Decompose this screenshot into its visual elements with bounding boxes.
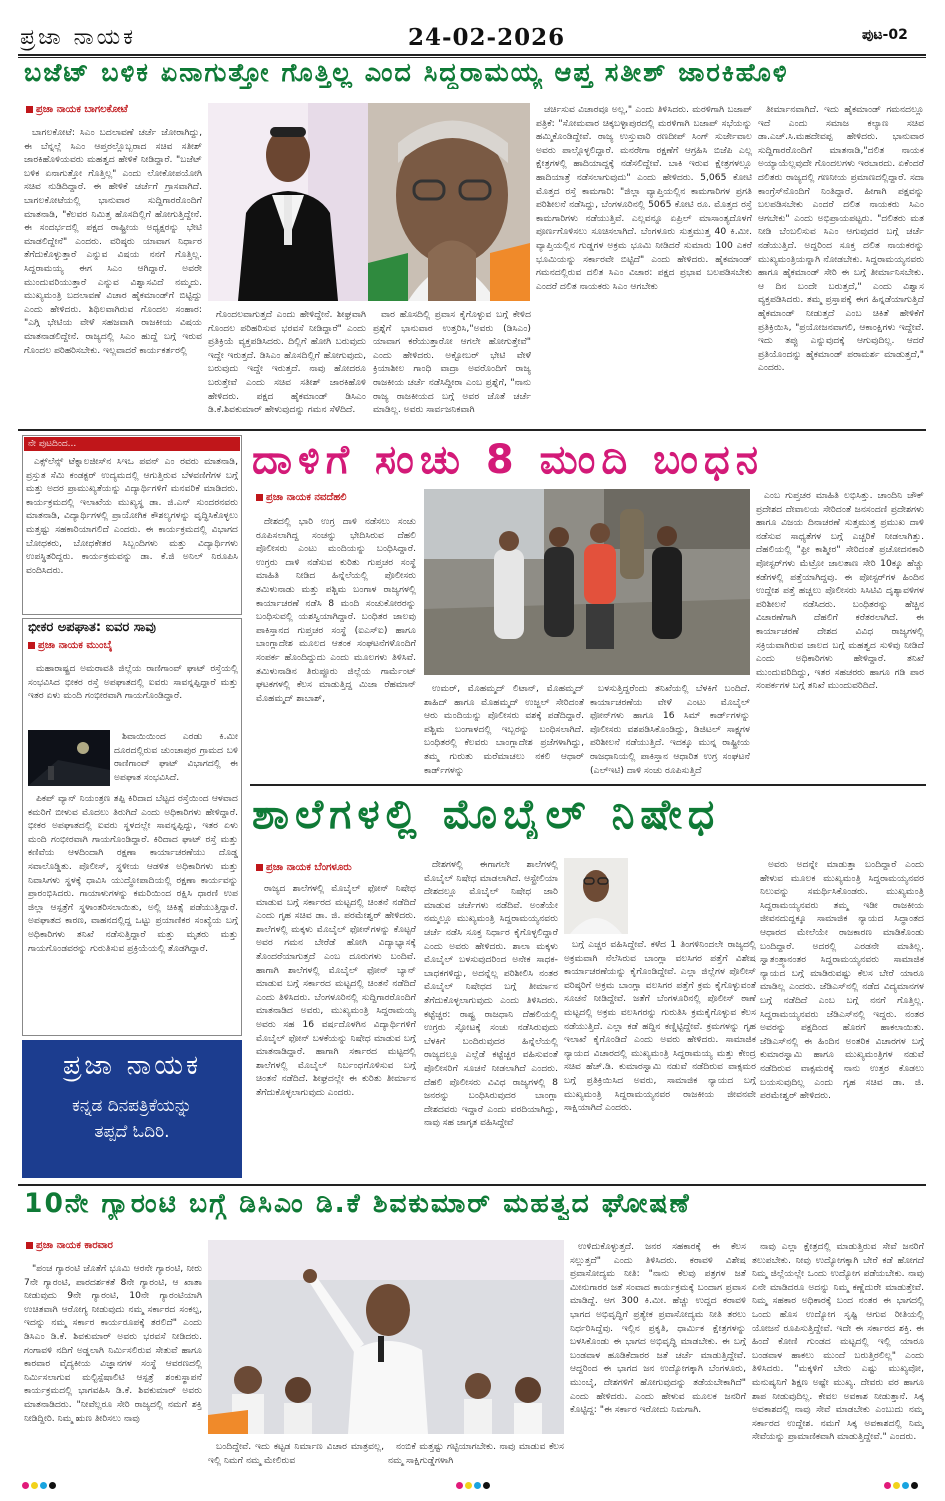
section-rule-1 xyxy=(18,429,926,431)
byline-marker-icon xyxy=(28,642,35,649)
article4-column-5 xyxy=(752,1240,924,1474)
article4-col4-text: ಉಳಿದುಕೊಳ್ಳುತ್ತದೆ. ಜನರ ಸಹಕಾರಕ್ಕೆ ಈ ಕೆಲಸ ಸಲ್ಲುತ್ತದೆ" ಎಂದು ತಿಳಿಸಿದರು. ಕರಾವಳಿ ವಿಶೇಷ ಪ್ರವಾಸೋದ್ಯಮ ನೀತಿ: "ನಾನು ಕೆಲವು ಪತ್ರಗಳ ಜತೆ ಮೀನುಗಾರರ ಜತೆ ಸಂವಾದ ಕಾರ್ಯಕ್ರಮಕ್ಕೆ ಬಂದಾಗ ಪ್ರವಾಸ ಮಾಡಿದ್ದೆ. ಆಗ 300 ಕಿ.ಮೀ. ಹೆಚ್ಚು ಉದ್ದದ ಕರಾವಳಿ ಭಾಗದ ಅಭಿವೃದ್ಧಿಗೆ ಪ್ರತ್ಯೇಕ ಪ್ರವಾಸೋದ್ಯಮ ನೀತಿ ತರಲು ನಿರ್ಧರಿಸಿದ್ದೆವು. ಇಲ್ಲಿನ ಪ್ರಕೃತಿ, ಧಾರ್ಮಿಕ ಕ್ಷೇತ್ರಗಳನ್ನು ಬಳಸಿಕೊಂಡು ಈ ಭಾಗದ ಅಭಿವೃದ್ಧಿ ಮಾಡಬೇಕು. ಈ ಬಗ್ಗೆ ಬಂಡವಾಳ ಹೂಡಿಕೆದಾರರ ಜತೆ ಚರ್ಚೆ ಮಾಡುತ್ತಿದ್ದೇವೆ. ಆದ್ದರಿಂದ ಈ ಭಾಗದ ಜನ ಉದ್ಯೋಗಕ್ಕಾಗಿ ಬೆಂಗಳೂರು, ಮುಂಬೈ, ದೇಶಗಳಿಗೆ ಹೋಗುವುದನ್ನು ತಡೆಯಬೇಕಾಗಿದೆ" ಎಂದು ಹೇಳಿದರು. ಎಂದು ಹೇಳುವ ಮೂಲಕ ಜನರಿಗೆ ಕೊಟ್ಟಿದ್ದ: "ಈ ಸರ್ಕಾರ ಇರೋದು ನಿಮಗಾಗಿ. xyxy=(570,1241,746,1416)
yellow-dot-icon xyxy=(31,1482,38,1489)
article3-byline-text: ಪ್ರಜಾ ನಾಯಕ ಬೆಂಗಳೂರು xyxy=(266,862,352,873)
ad-line-3: ತಪ್ಪದೆ ಓದಿರಿ. xyxy=(94,1122,170,1142)
masthead-title: ಪ್ರಜಾ ನಾಯಕ xyxy=(20,25,137,50)
article2-col1-text: ದೇಶದಲ್ಲಿ ಭಾರಿ ಉಗ್ರ ದಾಳಿ ನಡೆಸಲು ಸಂಚು ರೂಪಿಸಲಾಗಿದ್ದ ಸಂಚನ್ನು ಭೇದಿಸಿರುವ ದೆಹಲಿ ಪೊಲೀಸರು ಎಂಟು ಮಂದಿಯನ್ನು ಬಂಧಿಸಿದ್ದಾರೆ. ಉಗ್ರರು ದಾಳಿ ನಡೆಸುವ ಕುರಿತು ಗುಪ್ತಚರ ಸಂಸ್ಥೆ ಮಾಹಿತಿ ನೀಡಿದ ಹಿನ್ನೆಲೆಯಲ್ಲಿ ಪೊಲೀಸರು ತಮಿಳುನಾಡು ಮತ್ತು ಪಶ್ಚಿಮ ಬಂಗಾಳ ರಾಜ್ಯಗಳಲ್ಲಿ ಕಾರ್ಯಾಚರಣೆ ನಡೆಸಿ 8 ಮಂದಿ ಸಂಚುಕೋರರನ್ನು ಬಂಧಿಸುವಲ್ಲಿ ಯಶಸ್ವಿಯಾಗಿದ್ದಾರೆ. ಬಂಧಿತರ ಜಾಲವು ಪಾಕಿಸ್ತಾನದ ಗುಪ್ತಚರ ಸಂಸ್ಥೆ (ಐಎಸ್ಐ) ಹಾಗೂ ಬಾಂಗ್ಲಾದೇಶ ಮೂಲದ ಆತಂಕ ಸಂಘಟನೆಗಳೊಂದಿಗೆ ಸಂಪರ್ಕ ಹೊಂದಿದ್ದುದು ಎಂದು ಮೂಲಗಳು ತಿಳಿಸಿವೆ. ತಮಿಳುನಾಡಿನ ತಿರುಪ್ಪೂರು ಜಿಲ್ಲೆಯ ಗಾರ್ಮೆಂಟ್ ಘಟಕಗಳಲ್ಲಿ ಕೆಲಸ ಮಾಡುತ್ತಿದ್ದ ಮಿಜಾ ರೆಹಮಾನ್ ಮೊಹಮ್ಮದ್ ಶಾಬಾಶ್, xyxy=(256,516,416,704)
article1-column-2 xyxy=(208,308,366,424)
article1-col5-text: ತೀರ್ಮಾನವಾಗಿದೆ. ಇದು ಹೈಕಮಾಂಡ್ ಗಮನದಲ್ಲೂ ಇದೆ ಎಂದು ಸಮಾಜ ಕಲ್ಯಾಣ ಸಚಿವ ಡಾ.ಎಚ್.ಸಿ.ಮಹದೇವಪ್ಪ ಹೇಳಿದರು. ಭಾನುವಾರ ಸುದ್ದಿಗಾರರೊಂದಿಗೆ ಮಾತನಾಡಿ,"ದಲಿತ ನಾಯಕ ಅಯ್ಯಾಯೆಲ್ಲವುದೇ ಗೊಂದಲಗಳು ಇರಬಾರದು. ಏಕೆಂದರೆ ದಲಿತರು ರಾಜ್ಯದಲ್ಲಿ ಗಣನೀಯ ಪ್ರಮಾಣದಲ್ಲಿದ್ದಾರೆ. ಸದಾ ಕಾಂಗ್ರೆಸ್‌ನೊಂದಿಗೆ ನಿಂತಿದ್ದಾರೆ. ಹೀಗಾಗಿ ಪಕ್ಷವನ್ನು ಬಲಪಡಿಸಬೇಕು ಎಂದರೆ ದಲಿತ ನಾಯಕರು ಸಿಎಂ ಆಗಬೇಕು" ಎಂದು ಅಭಿಪ್ರಾಯಪಟ್ಟರು. "ದಲಿತರು ಮತ ನೀಡಿ ಬೆಂಬಲಿಸುವ ಸಿಎಂ ಆಗುವುದರ ಬಗ್ಗೆ ಚರ್ಚೆ ನಡೆಯುತ್ತಿದೆ. ಅದ್ದರಿಂದ ಸೂಕ್ತ ದಲಿತ ನಾಯಕರನ್ನು ಮುಖ್ಯಮಂತ್ರಿಯನ್ನಾಗಿ ನೋಡಬೇಕು. ಸಿದ್ದರಾಮಯ್ಯನವರು ಹಾಗೂ ಹೈಕಮಾಂಡ್ ಸೇರಿ ಈ ಬಗ್ಗೆ ತೀರ್ಮಾನಿಸಬೇಕು. ಆ ದಿನ ಬಂದೇ ಬರುತ್ತದೆ," ಎಂದು ವಿಶ್ವಾಸ ವ್ಯಕ್ತಪಡಿಸಿದರು. ತಮ್ಮ ಪ್ರಸ್ತಾಪಕ್ಕೆ ಈಗ ಹಿನ್ನಡೆಯಾಗುತ್ತಿದೆ ಹೈಕಮಾಂಡ್ ನೀಡುತ್ತದೆ ಎಂಬ ಚಿಕಿತೆ ಹೇಳಿಕೆಗೆ ಪ್ರತಿಕ್ರಿಯಿಸಿ, "ಪ್ರಯೋಜನವಾಗಲಿ, ಆಕಾಂಕ್ಷಿಗಳು ಇದ್ದೇವೆ. ಇದು ತಪ್ಪು ಎನ್ನುವುದಕ್ಕೆ ಆಗುವುದಿಲ್ಲ. ಆದರೆ ಪ್ರತಿಯೊಂದನ್ನು ಹೈಕಮಾಂಡ್ ಪರಾಮರ್ಶ ಮಾಡುತ್ತದೆ," ಎಂದರು. xyxy=(758,104,924,374)
issue-date: 24-02-2026 xyxy=(408,24,566,51)
magenta-dot-icon xyxy=(884,1482,891,1489)
magenta-dot-icon xyxy=(22,1482,29,1489)
accident-night-photo xyxy=(28,730,110,786)
black-dot-icon xyxy=(49,1482,56,1489)
registration-marks-center xyxy=(456,1482,490,1489)
shivakumar-photo xyxy=(208,1240,564,1434)
accident-text-top xyxy=(28,662,238,728)
article2-byline xyxy=(256,492,347,503)
siddaramaiah-photo xyxy=(368,103,530,301)
accident-text-bottom xyxy=(28,792,238,1034)
accident-side-paragraph: ಶಿವಾಯಿಯಿಂದ ಎರಡು ಕಿ.ಮೀ ದೂರದಲ್ಲಿರುವ ಚುಂಚಾಪುರ ಗ್ರಾಮದ ಬಳಿ ರಾಣಿಗಾಂವ್ ಘಾಟ್ ವಿಭಾಗದಲ್ಲಿ ಈ ಅಪಘಾತ ಸಂಭವಿಸಿದೆ. xyxy=(114,731,238,783)
accident-bottom-paragraph: ಪಿಕಪ್ ವ್ಯಾನ್ ನಿಯಂತ್ರಣ ತಪ್ಪಿ ಕಿರಿದಾದ ಬೆಟ್ಟದ ರಸ್ತೆಯಿಂದ ಆಳವಾದ ಕಮರಿಗೆ ಬೀಳುವ ಮೊದಲು ತಿರುಗಿದೆ ಎಂದು ಅಧಿಕಾರಿಗಳು ಹೇಳಿದ್ದಾರೆ. ಭೀಕರ ಅಪಘಾತದಲ್ಲಿ ಐವರು ಸ್ಥಳದಲ್ಲೇ ಸಾವನ್ನಪ್ಪಿದ್ದು, ಇತರ ಏಳು ಮಂದಿ ಗಂಭೀರವಾಗಿ ಗಾಯಗೊಂಡಿದ್ದಾರೆ. ಕಿರಿದಾದ ಘಾಟ್ ರಸ್ತೆ ಮತ್ತು ಕಣಿವೆಯ ಆಳದಿಂದಾಗಿ ರಕ್ಷಣಾ ಕಾರ್ಯಾಚರಣೆಯು ದೊಡ್ಡ ಸವಾಲೊಡ್ಡಿತು. ಪೊಲೀಸ್, ಸ್ಥಳೀಯ ಆಡಳಿತ ಅಧಿಕಾರಿಗಳು ಮತ್ತು ನಿವಾಸಿಗಳು ಸ್ಥಳಕ್ಕೆ ಧಾವಿಸಿ ಯುದ್ಧೋಪಾದಿಯಲ್ಲಿ ರಕ್ಷಣಾ ಕಾರ್ಯವನ್ನು ಪ್ರಾರಂಭಿಸಿದರು. ಗಾಯಾಳುಗಳನ್ನು ಕಮರಿಯಿಂದ ರಕ್ಷಿಸಿ ಧಾರಣಿ ಉಪ ಜಿಲ್ಲಾ ಆಸ್ಪತ್ರೆಗೆ ಸ್ಥಳಾಂತರಿಸಲಾಯಿತು, ಅಲ್ಲಿ ಚಿಕಿತ್ಸೆ ಪಡೆಯುತ್ತಿದ್ದಾರೆ. ಅಪಘಾತದ ಕಾರಣ, ವಾಹನದಲ್ಲಿದ್ದ ಒಟ್ಟು ಪ್ರಯಾಣಿಕರ ಸಂಖ್ಯೆಯ ಬಗ್ಗೆ ಅಧಿಕಾರಿಗಳು ತನಿಖೆ ನಡೆಸುತ್ತಿದ್ದಾರೆ ಮತ್ತು ಮೃತರು ಮತ್ತು ಗಾಯಗೊಂಡವರನ್ನು ಗುರುತಿಸುವ ಪ್ರಕ್ರಿಯೆಯಲ್ಲಿ ತೊಡಗಿದ್ದಾರೆ. xyxy=(28,793,238,954)
article2-column-1 xyxy=(256,515,416,780)
accident-byline xyxy=(28,640,112,651)
accident-headline: ಭೀಕರ ಅಪಘಾತ: ಐವರ ಸಾವು xyxy=(28,620,156,635)
article4-column-4 xyxy=(570,1240,746,1474)
ad-brand: ಪ್ರಜಾ ನಾಯಕ xyxy=(62,1050,202,1081)
article3-byline xyxy=(256,862,352,873)
ad-line-2: ಕನ್ನಡ ದಿನಪತ್ರಿಕೆಯನ್ನು xyxy=(72,1096,192,1116)
satish-jarkiholi-illustration xyxy=(208,103,368,301)
yellow-dot-icon xyxy=(465,1482,472,1489)
article4-byline xyxy=(26,1240,113,1251)
byline-marker-icon xyxy=(26,1242,33,1249)
article4-column-2 xyxy=(208,1440,384,1474)
article4-col5-text: ನಾವು ಎಲ್ಲಾ ಕ್ಷೇತ್ರದಲ್ಲಿ ಮಾಡುತ್ತಿರುವ ಸೇವೆ ಜನರಿಗೆ ತಲುಪಬೇಕು. ನೀವು ಉದ್ಯೋಗಕ್ಕಾಗಿ ಬೇರೆ ಕಡೆ ಹೋಗದೆ ನಿಮ್ಮ ಜಿಲ್ಲೆಯಲ್ಲೇ ಒಂದು ಉದ್ಯೋಗ ಪಡೆಯಬೇಕು. ನಾವು ಏನೇ ಮಾಡಿದರೂ ಅದನ್ನು ನಿಮ್ಮ ಕಣ್ಣೆದುರೇ ಮಾಡುತ್ತೇವೆ. ನಿಮ್ಮ ಸಹಕಾರ ಅಧಿಕಾರಕ್ಕೆ ಬಂದ ನಂತರ ಈ ಭಾಗದಲ್ಲಿ ಒಂದು ಹೊಸ ಉದ್ಯೋಗ ಸೃಷ್ಟಿ ಆಗುವ ರೀತಿಯಲ್ಲಿ ಯೋಜನೆ ರೂಪಿಸುತ್ತಿದ್ದೇವೆ. ಇದೇ ಈ ಸರ್ಕಾರದ ಶಕ್ತಿ. ಈ ಹಿಂದೆ ಕೋಣಿ ಗುಂಡದ ಮಟ್ಟದಲ್ಲಿ ಇಲ್ಲಿ ಯಾರೂ ಬಂಡವಾಳ ಹಾಕಲು ಮುಂದೆ ಬರುತ್ತಿರಲಿಲ್ಲ" ಎಂದು ತಿಳಿಸಿದರು. "ಮಕ್ಕಳಿಗೆ ಬೇರು ಎಷ್ಟು ಮುಖ್ಯವೋ, ಮನುಷ್ಯನಿಗೆ ಶಿಕ್ಷಣ ಅಷ್ಟೇ ಮುಖ್ಯ. ದೇವರು ವರ ಹಾಗೂ ಶಾಪ ನೀಡುವುದಿಲ್ಲ. ಕೇವಲ ಅವಕಾಶ ನೀಡುತ್ತಾನೆ. ಸಿಕ್ಕ ಅವಕಾಶದಲ್ಲಿ ನಾವು ಸೇವೆ ಮಾಡಬೇಕು ಎಂಬುದು ನಮ್ಮ ಸರ್ಕಾರದ ಉದ್ದೇಶ. ನಮಗೆ ಸಿಕ್ಕ ಅವಕಾಶದಲ್ಲಿ ನಿಮ್ಮ ಸೇವೆಯನ್ನು ಪ್ರಾಮಾಣಿಕವಾಗಿ ಮಾಡುತ್ತಿದ್ದೇವೆ." ಎಂದರು. xyxy=(752,1241,924,1443)
article2-column-4 xyxy=(756,489,924,780)
article1-byline-text: ಪ್ರಜಾ ನಾಯಕ ಬಾಗಲಕೋಟೆ xyxy=(36,104,128,115)
article1-col4-text: ಚರ್ಚಿಸುವ ವಿಚಾರವೂ ಅಲ್ಲ," ಎಂದು ತಿಳಿಸಿದರು. ಮರಳಿಗಾಗಿ ಬಜಾಪ್ ಪತ್ರಿಕೆ: "ಸೋಮವಾರ ಚಿಕ್ಕಬಳ್ಳಾಪುರದಲ್ಲಿ ಮರಳಿಗಾಗಿ ಬಜಾಪ್ ಸಭೆಯನ್ನು ಹಮ್ಮಿಕೊಂಡಿದ್ದೇವೆ. ರಾಜ್ಯ ಉಸ್ತುವಾರಿ ರಣದೀಪ್ ಸಿಂಗ್ ಸುರ್ಜೇವಾಲ ಅವರು ಪಾಲ್ಗೊಳ್ಳಲಿದ್ದಾರೆ. ಮನರೇಗಾ ರಕ್ಷಣೆಗೆ ಆಗ್ರಹಿಸಿ ಬಿಜೆಪಿ ಎಲ್ಲ ಕ್ಷೇತ್ರಗಳಲ್ಲಿ ಹಾದಿಯಾದ್ದಕ್ಕೆ ನಡೆಸಲಿದ್ದೇವೆ. ಬಾಕಿ ಇರುವ ಕ್ಷೇತ್ರಗಳಲ್ಲೂ ಹಾದಿಯಾತ್ರೆ ನಡೆಸಲಾಗುವುದು" ಎಂದು ಹೇಳಿದರು. 5,065 ಕೋಟಿ ಮೊತ್ತದ ರಸ್ತೆ ಕಾಮಗಾರಿ: "ಜಿಲ್ಲಾ ವ್ಯಾಪ್ತಿಯಲ್ಲಿನ ಕಾಮಗಾರಿಗಳ ಪ್ರಗತಿ ಪರಿಶೀಲನೆ ನಡೆಸಿದ್ದು, ಬೆಂಗಳೂರಿನಲ್ಲಿ 5065 ಕೋಟಿ ರೂ. ಮೊತ್ತದ ರಸ್ತೆ ಕಾಮಗಾರಿಗಳು ನಡೆಯುತ್ತಿವೆ. ಎಲ್ಲವನ್ನೂ ಏಪ್ರಿಲ್ ಮಾಸಾಂತ್ಯದೊಳಗೆ ಪೂರ್ಣಗೊಳಿಸಲು ಸೂಚಿಸಲಾಗಿದೆ. ಬೆಂಗಳೂರು ಸುತ್ತಮುತ್ತ 40 ಕಿ.ಮೀ. ವ್ಯಾಪ್ತಿಯಲ್ಲಿನ ಗುಡ್ಡಗಳ ಅಕ್ರಮ ಭೂಮಿ ನೀಡಿದರೆ ಸುಮಾರು 100 ಎಕರೆ ಭೂಮಿಯನ್ನು ಸರ್ಕಾರವೇ ಬಿಟ್ಟಿದೆ" ಎಂದು ಹೇಳಿದರು. ಹೈಕಮಾಂಡ್ ಗಮನದಲ್ಲಿರುವ ದಲಿತ ಸಿಎಂ ವಿಚಾರ: ಪಕ್ಷದ ಪ್ರಭಾವ ಬಲಪಡಿಸಬೇಕು ಎಂದರೆ ದಲಿತ ನಾಯಕರು ಸಿಎಂ ಆಗಬೇಕು xyxy=(536,104,752,292)
article4-col3-text: ನಂಬಿಕೆ ಮತ್ತಷ್ಟು ಗಟ್ಟಿಯಾಗಬೇಕು. ನಾವು ಮಾಡುವ ಕೆಲಸ ನಮ್ಮ ಸಾಕ್ಷಿಗುಡ್ಡೆಗಳಾಗಿ xyxy=(388,1441,564,1466)
registration-marks-right xyxy=(884,1482,918,1489)
continued-tag: ನೇ ಪುಟದಿಂದ... xyxy=(24,437,240,451)
article1-column-5 xyxy=(758,103,924,424)
satish-jarkiholi-photo xyxy=(208,103,368,301)
article2-column-3 xyxy=(590,682,750,780)
accident-illustration xyxy=(28,730,110,786)
article3-column-3 xyxy=(564,938,756,1172)
cyan-dot-icon xyxy=(902,1482,909,1489)
parameshwara-illustration xyxy=(564,858,628,934)
page-number: ಪುಟ-02 xyxy=(862,27,908,43)
subscribe-ad xyxy=(22,1040,242,1178)
byline-marker-icon xyxy=(26,106,33,113)
article1-col3-text: ವಾರ ಹೊಸದಿಲ್ಲಿ ಪ್ರವಾಸ ಕೈಗೊಳ್ಳುವ ಬಗ್ಗೆ ಕೇಳಿದ ಪ್ರಶ್ನೆಗೆ ಭಾನುವಾರ ಉತ್ತರಿಸಿ,"ಅವರು (ಡಿಸಿಎಂ) ಯಾವಾಗ ಕರೆಯುತ್ತಾರೋ ಆಗಲೇ ಹೋಗುತ್ತೇವೆ" ಎಂದು ಹೇಳಿದರು. ಅಕ್ಟೋಬರ್ ಭೇಟಿ ವೇಳೆ ಕ್ರಿಯಾಶೀಲ ಗಾಂಧಿ ವಾದ್ರಾ ಅವರೊಂದಿಗೆ ರಾಜ್ಯ ರಾಜಕೀಯ ಚರ್ಚೆ ನಡೆಸಿದ್ದೀರಾ ಎಂಬ ಪ್ರಶ್ನೆಗೆ, "ನಾನು ರಾಜ್ಯ ರಾಜಕೀಯದ ಬಗ್ಗೆ ಅವರ ಜೊತೆ ಚರ್ಚೆ ಮಾಡಿಲ್ಲ. ಅವರು ಸಾರ್ವಜನಿಕವಾಗಿ xyxy=(373,309,531,416)
masthead-rule xyxy=(18,54,926,56)
article2-headline: ದಾಳಿಗೆ ಸಂಚು 8 ಮಂದಿ ಬಂಧನ xyxy=(252,437,765,483)
accident-text-side xyxy=(114,730,238,790)
magenta-dot-icon xyxy=(456,1482,463,1489)
section-rule-2 xyxy=(250,784,926,786)
article1-col2-text: ಗೊಂದಲವಾಗುತ್ತದೆ ಎಂದು ಹೇಳಿದ್ದೇನೆ. ಶೀಘ್ರವಾಗಿ ಗೊಂದಲ ಪರಿಹರಿಸುವ ಭರವಸೆ ನೀಡಿದ್ದಾರೆ" ಎಂದು ಪ್ರತಿಕ್ರಿಯೆ ವ್ಯಕ್ತಪಡಿಸಿದರು. ದಿಲ್ಲಿಗೆ ಹೋಗಿ ಬರುವುದು ಇದ್ದೇ ಇರುತ್ತದೆ. ಡಿಸಿಎಂ ಹೊಸದಿಲ್ಲಿಗೆ ಹೋಗುವುದು, ಬರುವುದು ಇದ್ದೇ ಇರುತ್ತದೆ. ನಾವು ಹೋದರೂ ಬರುತ್ತೇವೆ ಎಂದು ಸಚಿವ ಸತೀಶ್ ಜಾರಕಿಹೊಳಿ ಹೇಳಿದರು. ಪಕ್ಷದ ಹೈಕಮಾಂಡ್ ಡಿಸಿಎಂ ಡಿ.ಕೆ.ಶಿವಕುಮಾರ್ ಹೇಳುವುದನ್ನು ಗಮನ ಸೆಳೆದಿದೆ. xyxy=(208,309,366,416)
article4-column-3 xyxy=(388,1440,564,1474)
article3-col3-text: ಬಗ್ಗೆ ಎಚ್ಚರ ವಹಿಸಿದ್ದೇವೆ. ಕಳೆದ 1 ತಿಂಗಳಿನಿಂದಲೇ ರಾಜ್ಯದಲ್ಲಿ ಅಕ್ರಮವಾಗಿ ನೆಲೆಸಿರುವ ಬಾಂಗ್ಲಾ ವಲಸಿಗರ ಪತ್ತೆಗೆ ವಿಶೇಷ ಕಾರ್ಯಾಚರಣೆಯನ್ನು ಕೈಗೊಂಡಿದ್ದೇವೆ. ಎಲ್ಲಾ ಜಿಲ್ಲೆಗಳ ಪೊಲೀಸ್ ವರಿಷ್ಠರಿಗೆ ಅಕ್ರಮ ಬಾಂಗ್ಲಾ ವಲಸಿಗರ ಪತ್ತೆಗೆ ಕ್ರಮ ಕೈಗೊಳ್ಳುವಂತೆ ಸೂಚನೆ ನೀಡಿದ್ದೇವೆ. ಜತೆಗೆ ಬೆಂಗಳೂರಿನಲ್ಲಿ ಪೊಲೀಸ್ ಠಾಣೆ ಮಟ್ಟದಲ್ಲಿ ಅಕ್ರಮ ವಲಸಿಗರನ್ನು ಗುರುತಿಸಿ ಕ್ರಮಕೈಗೊಳ್ಳುವ ಕೆಲಸ ನಡೆಯುತ್ತಿದೆ. ಎಲ್ಲಾ ಕಡೆ ಹದ್ದಿನ ಕಣ್ಣಿಟ್ಟಿದ್ದೇವೆ. ಕ್ರಮಗಳನ್ನು ಗೃಹ ಇಲಾಖೆ ಕೈಗೊಂಡಿದೆ ಎಂದು ಅವರು ಹೇಳಿದರು. ಸಾಮಾಜಿಕ ನ್ಯಾಯದ ವಿಚಾರದಲ್ಲಿ ಮುಖ್ಯಮಂತ್ರಿ ಸಿದ್ದರಾಮಯ್ಯ ಮತ್ತು ಕೇಂದ್ರ ಸಚಿವ ಹೆಚ್.ಡಿ. ಕುಮಾರಸ್ವಾಮಿ ನಡುವೆ ನಡೆದಿರುವ ವಾಕ್ಸಮರ ಬಗ್ಗೆ ಪ್ರತಿಕ್ರಿಯಿಸಿದ ಅವರು, ಸಾಮಾಜಿಕ ನ್ಯಾಯದ ಬಗ್ಗೆ ಮುಖ್ಯಮಂತ್ರಿ ಸಿದ್ದರಾಮಯ್ಯನವರ ರಾಜಕೀಯ ಜೀವನವೇ ಸಾಕ್ಷಿಯಾಗಿದೆ ಎಂದರು. xyxy=(564,939,756,1114)
article2-col3-text: ಬಳಸುತ್ತಿದ್ದರೆಂದು ತನಿಖೆಯಲ್ಲಿ ಬೆಳಕಿಗೆ ಬಂದಿದೆ. ಕಾರ್ಯಾಚರಣೆಯ ವೇಳೆ ಎಂಟು ಮೊಬೈಲ್ ಫೋನ್‌ಗಳು ಹಾಗೂ 16 ಸಿಮ್ ಕಾರ್ಡ್‌ಗಳನ್ನು ಪೊಲೀಸರು ವಶಪಡಿಸಿಕೊಂಡಿದ್ದು, ಡಿಜಿಟಲ್ ಸಾಕ್ಷ್ಯಗಳ ಪರಿಶೀಲನೆ ನಡೆಯುತ್ತಿದೆ. ಇದಕ್ಕೂ ಮುನ್ನ ರಾಷ್ಟ್ರೀಯ ರಾಜಧಾನಿಯಲ್ಲಿ ಪಾಕಿಸ್ತಾನ ಆಧಾರಿತ ಉಗ್ರ ಸಂಘಟನೆ (ಎಲ್‌ಇಟಿ) ದಾಳಿ ಸಂಚು ರೂಪಿಸುತ್ತಿದೆ xyxy=(590,683,750,776)
article4-byline-text: ಪ್ರಜಾ ನಾಯಕ ಕಾರವಾರ xyxy=(36,1240,113,1251)
article4-col2-text: ಬಂದಿದ್ದೇವೆ. ಇದು ಕಟ್ಟಡ ನಿರ್ಮಾಣ ವಿಚಾರ ಮಾತ್ರವಲ್ಲ, ಇಲ್ಲಿ ನಿಮಗೆ ನಮ್ಮ ಮೇಲಿರುವ xyxy=(208,1441,384,1466)
article3-column-1 xyxy=(256,882,416,1172)
article1-column-4 xyxy=(536,103,752,424)
accident-top-paragraph: ಮಹಾರಾಷ್ಟ್ರದ ಅಮರಾವತಿ ಜಿಲ್ಲೆಯ ರಾಣಿಗಾಂವ್ ಘಾಟ್ ರಸ್ತೆಯಲ್ಲಿ ಸಂಭವಿಸಿದ ಭೀಕರ ರಸ್ತೆ ಅಪಘಾತದಲ್ಲಿ ಐವರು ಸಾವನ್ನಪ್ಪಿದ್ದಾರೆ ಮತ್ತು ಇತರ ಏಳು ಮಂದಿ ಗಂಭೀರವಾಗಿ ಗಾಯಗೊಂಡಿದ್ದಾರೆ. xyxy=(28,663,238,702)
article1-column-1 xyxy=(24,126,202,424)
article4-col1-text: "ಪಂಚ ಗ್ಯಾರಂಟಿ ಜೊತೆಗೆ ಭೂಮಿ ಆರನೇ ಗ್ಯಾರಂಟಿ, ನೀರು 7ನೇ ಗ್ಯಾರಂಟಿ, ಪಾರದರ್ಶಕತೆ 8ನೇ ಗ್ಯಾರಂಟಿ, ಆ ಖಾತಾ ನೀಡುವುದು 9ನೇ ಗ್ಯಾರಂಟಿ, 10ನೇ ಗ್ಯಾರಂಟಿಯಾಗಿ ಉಚಿತವಾಗಿ ಆರೋಗ್ಯ ನೀಡುವುದು ನಮ್ಮ ಸರ್ಕಾರದ ಸಂಕಲ್ಪ, ಇದನ್ನು ನಮ್ಮ ಸರ್ಕಾರ ಕಾರ್ಯರೂಪಕ್ಕೆ ತರಲಿದೆ" ಎಂದು ಡಿಸಿಎಂ ಡಿ.ಕೆ. ಶಿವಕುಮಾರ್ ಅವರು ಭರವಸೆ ನೀಡಿದರು. ಗಂಗಾವಳಿ ನದಿಗೆ ಅಡ್ಡಲಾಗಿ ನಿರ್ಮಿಸಲಿರುವ ಸೇತುವೆ ಹಾಗೂ ಕಾರವಾರ ವೈದ್ಯಕೀಯ ವಿಜ್ಞಾನಗಳ ಸಂಸ್ಥೆ ಆವರಣದಲ್ಲಿ ನಿರ್ಮಿಸಲಾಗುವ ಮಲ್ಟಿಸ್ಪೆಷಾಲಿಟಿ ಆಸ್ಪತ್ರೆ ಶಂಕುಸ್ಥಾಪನೆ ಕಾರ್ಯಕ್ರಮದಲ್ಲಿ ಭಾಗವಹಿಸಿ ಡಿ.ಕೆ. ಶಿವಕುಮಾರ್ ಅವರು ಮಾತನಾಡಿದರು. "ನೀವೆಲ್ಲರೂ ಸೇರಿ ರಾಜ್ಯದಲ್ಲಿ ನಮಗೆ ಶಕ್ತಿ ನೀಡಿದ್ದೀರಿ. ನಿಮ್ಮ ಋಣ ತೀರಿಸಲು ನಾವು xyxy=(24,1263,202,1424)
article1-col1-text: ಬಾಗಲಕೋಟೆ: ಸಿಎಂ ಬದಲಾವಣೆ ಚರ್ಚೆ ಜೋರಾಗಿದ್ದು, ಈ ಬೆನ್ನಲ್ಲೆ ಸಿಎಂ ಆಪ್ತರಲ್ಲೊಬ್ಬರಾದ ಸಚಿವ ಸತೀಶ್ ಜಾರಕಿಹೊಳಿಯವರು ಮಹತ್ವದ ಹೇಳಿಕೆ ನೀಡಿದ್ದಾರೆ. "ಬಜೆಟ್ ಬಳಿಕ ಏನಾಗುತ್ತೋ ಗೊತ್ತಿಲ್ಲ" ಎಂದು ಲೋಕೋಪಯೋಗಿ ಸಚಿವ ನುಡಿದಿದ್ದಾರೆ. ಈ ಹೇಳಿಕೆ ಚರ್ಚೆಗೆ ಗ್ರಾಸವಾಗಿದೆ. ಬಾಗಲಕೋಟೆಯಲ್ಲಿ ಭಾನುವಾರ ಸುದ್ದಿಗಾರರೊಂದಿಗೆ ಮಾತನಾಡಿ, "ಕೆಲವರ ನಿಮಿತ್ತ ಹೊಸದಿಲ್ಲಿಗೆ ಹೋಗುತ್ತಿದ್ದೇನೆ. ಈ ಸಂದರ್ಭದಲ್ಲಿ ಪಕ್ಷದ ರಾಷ್ಟ್ರೀಯ ಅಧ್ಯಕ್ಷರನ್ನು ಭೇಟಿ ಮಾಡಲಿದ್ದೇನೆ" ಎಂದರು. ವರಿಷ್ಠರು ಯಾವಾಗ ನಿರ್ಧಾರ ತೆಗೆದುಕೊಳ್ಳುತ್ತಾರೆ ಎನ್ನುವ ವಿಷಯ ನನಗೆ ಗೊತ್ತಿಲ್ಲ. ಸಿದ್ದರಾಮಯ್ಯ ಈಗ ಸಿಎಂ ಆಗಿದ್ದಾರೆ. ಅವರೇ ಮುಂದುವರಿಯುತ್ತಾರೆ ಎನ್ನುವ ವಿಶ್ವಾಸವಿದೆ ನಮ್ಮದು. ಮುಖ್ಯಮಂತ್ರಿ ಬದಲಾವಣೆ ವಿಚಾರ ಹೈಕಮಾಂಡ್‌ಗೆ ಬಿಟ್ಟಿದ್ದು ಎಂದು ಹೇಳಿದರು. ಶಿಥಿಲವಾಗಿರುವ ಗೊಂದಲ ಸಂಹಾರ: "ಎಗ್ಗಿ ಭೇಟಿಯ ವೇಳೆ ಸಹಜವಾಗಿ ರಾಜಕೀಯ ವಿಷಯ ಮಾತನಾಡಲಿದ್ದೇನೆ. ರಾಜ್ಯದಲ್ಲಿ ಸಿಎಂ ಹುದ್ದೆ ಬಗ್ಗೆ ಇರುವ ಗೊಂದಲ ಪರಿಹರಿಸಬೇಕು. ಇಲ್ಲವಾದರೆ ಕಾರ್ಯಕರ್ತರಲ್ಲಿ xyxy=(24,127,202,356)
shivakumar-illustration xyxy=(208,1240,564,1434)
article3-headline: ಶಾಲೆಗಳಲ್ಲಿ ಮೊಬೈಲ್ ನಿಷೇಧ xyxy=(252,790,721,838)
section-rule-3 xyxy=(18,1184,926,1186)
article4-headline: 10ನೇ ಗ್ಯಾರಂಟಿ ಬಗ್ಗೆ ಡಿಸಿಎಂ ಡಿ.ಕೆ ಶಿವಕುಮಾರ್ ಮಹತ್ವದ ಘೋಷಣೆ xyxy=(24,1188,691,1219)
arrest-photo xyxy=(424,489,750,675)
article2-col2-text: ಉಮರ್, ಮೊಹಮ್ಮದ್ ಲಿಟಾನ್, ಮೊಹಮ್ಮದ್ ಶಾಹಿದ್ ಹಾಗೂ ಮೊಹಮ್ಮದ್ ಉಜ್ಜಲ್ ಸೇರಿದಂತೆ ಆರು ಮಂದಿಯನ್ನು ಪೊಲೀಸರು ವಶಕ್ಕೆ ಪಡೆದಿದ್ದಾರೆ. ಪಶ್ಚಿಮ ಬಂಗಾಳದಲ್ಲಿ ಇಬ್ಬರನ್ನು ಬಂಧಿಸಲಾಗಿದೆ. ಬಂಧಿತರಲ್ಲಿ ಕೆಲವರು ಬಾಂಗ್ಲಾದೇಶ ಪ್ರಜೆಗಳಾಗಿದ್ದು, ತಮ್ಮ ಗುರುತು ಮರೆಮಾಚಲು ನಕಲಿ ಆಧಾರ್ ಕಾರ್ಡ್‌ಗಳನ್ನು xyxy=(424,683,584,776)
article3-col1-text: ರಾಜ್ಯದ ಶಾಲೆಗಳಲ್ಲಿ ಮೊಬೈಲ್ ಫೋನ್ ನಿಷೇಧ ಮಾಡುವ ಬಗ್ಗೆ ಸರ್ಕಾರದ ಮಟ್ಟದಲ್ಲಿ ಚಿಂತನೆ ನಡೆದಿದೆ ಎಂದು ಗೃಹ ಸಚಿವ ಡಾ. ಜಿ. ಪರಮೇಶ್ವರ್ ಹೇಳಿದರು. ಶಾಲೆಗಳಲ್ಲಿ ಮಕ್ಕಳು ಮೊಬೈಲ್ ಫೋನ್‌ಗಳನ್ನು ಕೊಟ್ಟರೆ ಅವರ ಗಮನ ಬೇರೆಡೆ ಹೋಗಿ ವಿದ್ಯಾಭ್ಯಾಸಕ್ಕೆ ತೊಂದರೆಯಾಗುತ್ತದೆ ಎಂಬ ದೂರುಗಳು ಬಂದಿವೆ. ಹಾಗಾಗಿ ಶಾಲೆಗಳಲ್ಲಿ ಮೊಬೈಲ್ ಫೋನ್ ಬ್ಯಾನ್ ಮಾಡುವ ಬಗ್ಗೆ ಸರ್ಕಾರದ ಮಟ್ಟದಲ್ಲಿ ಚಿಂತನೆ ನಡೆದಿದೆ ಎಂದು ತಿಳಿಸಿದರು. ಬೆಂಗಳೂರಿನಲ್ಲಿ ಸುದ್ದಿಗಾರರೊಂದಿಗೆ ಮಾತನಾಡಿದ ಅವರು, ಮುಖ್ಯಮಂತ್ರಿ ಸಿದ್ದರಾಮಯ್ಯ ಅವರು ಸಹ 16 ವರ್ಷದೊಳಗಿನ ವಿದ್ಯಾರ್ಥಿಗಳಿಗೆ ಮೊಬೈಲ್ ಫೋನ್ ಬಳಕೆಯನ್ನು ನಿಷೇಧ ಮಾಡುವ ಬಗ್ಗೆ ಮಾತನಾಡಿದ್ದಾರೆ. ಹಾಗಾಗಿ ಸರ್ಕಾರದ ಮಟ್ಟದಲ್ಲಿ ಶಾಲೆಗಳಲ್ಲಿ ಮೊಬೈಲ್ ನಿರ್ಬಂಧಗೊಳಿಸುವ ಬಗ್ಗೆ ಚಿಂತನೆ ನಡೆದಿದೆ. ಶೀಘ್ರದಲ್ಲೇ ಈ ಕುರಿತು ತೀರ್ಮಾನ ತೆಗೆದುಕೊಳ್ಳಲಾಗುವುದು ಎಂದರು. xyxy=(256,883,416,1098)
siddaramaiah-illustration xyxy=(368,103,530,301)
article2-col4-text: ಎಂಬ ಗುಪ್ತಚರ ಮಾಹಿತಿ ಲಭಿಸಿತ್ತು. ಚಾಂದಿನಿ ಚೌಕ್ ಪ್ರದೇಶದ ದೇವಾಲಯ ಸೇರಿದಂತೆ ಜನಸಂದಣಿ ಪ್ರದೇಶಗಳು ಹಾಗೂ ವಿಜಯ ದಿನಾಚರಣೆ ಸುತ್ತಮುತ್ತ ಪ್ರಮುಖ ದಾಳಿ ನಡೆಸುವ ಸಾಧ್ಯತೆಗಳ ಬಗ್ಗೆ ಎಚ್ಚರಿಕೆ ನೀಡಲಾಗಿತ್ತು. ದೆಹಲಿಯಲ್ಲಿ "ಫ್ರೀ ಕಾಶ್ಮೀರ" ಸೇರಿದಂತೆ ಪ್ರಚೋದನಕಾರಿ ಪೋಸ್ಟರ್‌ಗಳು ಮೆಟ್ರೋ ಜಾಲತಾಣ ಸೇರಿ 10ಕ್ಕೂ ಹೆಚ್ಚು ಕಡೆಗಳಲ್ಲಿ ಪತ್ತೆಯಾಗಿದ್ದವು. ಈ ಪೋಸ್ಟರ್‌ಗಳ ಹಿಂದಿನ ಉದ್ದೇಶ ಪತ್ತೆ ಹಚ್ಚಲು ಪೊಲೀಸರು ಸಿಸಿಟಿವಿ ದೃಶ್ಯಾವಳಿಗಳ ಪರಿಶೀಲನೆ ನಡೆಸಿದರು. ಬಂಧಿತರನ್ನು ಹೆಚ್ಚಿನ ವಿಚಾರಣೆಗಾಗಿ ದೆಹಲಿಗೆ ಕರೆತರಲಾಗಿದೆ. ಈ ಕಾರ್ಯಾಚರಣೆ ದೇಶದ ವಿವಿಧ ರಾಜ್ಯಗಳಲ್ಲಿ ಸಕ್ರಿಯವಾಗಿರುವ ಜಾಲದ ಬಗ್ಗೆ ಮಹತ್ವದ ಸುಳಿವು ನೀಡಿದೆ ಎಂದು ಅಧಿಕಾರಿಗಳು ಹೇಳಿದ್ದಾರೆ. ತನಿಖೆ ಮುಂದುವರಿದಿದ್ದು, ಇತರ ಸಹಚರರು ಹಾಗೂ ಗಡಿ ಪಾರ ಸಂಪರ್ಕಗಳ ಬಗ್ಗೆ ತನಿಖೆ ಮುಂದುವರಿದಿದೆ. xyxy=(756,490,924,692)
byline-marker-icon xyxy=(256,494,263,501)
article2-column-2 xyxy=(424,682,584,780)
registration-marks-left xyxy=(22,1482,56,1489)
byline-marker-icon xyxy=(256,864,263,871)
article2-byline-text: ಪ್ರಜಾ ನಾಯಕ ನವದೆಹಲಿ xyxy=(266,492,347,503)
parameshwara-photo xyxy=(564,858,628,934)
sidebar-continued-text xyxy=(26,455,238,613)
black-dot-icon xyxy=(483,1482,490,1489)
article1-headline: ಬಜೆಟ್ ಬಳಿಕ ಏನಾಗುತ್ತೋ ಗೊತ್ತಿಲ್ಲ ಎಂದ ಸಿದ್ದರಾಮಯ್ಯ ಆಪ್ತ ಸತೀಶ್ ಜಾರಕಿಹೊಳಿ xyxy=(24,58,789,88)
cyan-dot-icon xyxy=(474,1482,481,1489)
yellow-dot-icon xyxy=(893,1482,900,1489)
accident-byline-text: ಪ್ರಜಾ ನಾಯಕ ಮುಂಬೈ xyxy=(38,640,113,651)
article3-col2-text: ದೇಶಗಳಲ್ಲಿ ಈಗಾಗಲೇ ಶಾಲೆಗಳಲ್ಲಿ ಮೊಬೈಲ್ ನಿಷೇಧ ಮಾಡಲಾಗಿದೆ. ಆಸ್ಟ್ರೇಲಿಯಾ ದೇಶದಲ್ಲೂ ಮೊಬೈಲ್ ನಿಷೇಧ ಜಾರಿ ಮಾಡುವ ಚರ್ಚೆಗಳು ನಡೆದಿವೆ. ಅಂತೆಯೇ ನಮ್ಮಲ್ಲೂ ಮುಖ್ಯಮಂತ್ರಿ ಸಿದ್ದರಾಮಯ್ಯನವರು ಚರ್ಚೆ ನಡೆಸಿ ಸೂಕ್ತ ನಿರ್ಧಾರ ಕೈಗೊಳ್ಳಲಿದ್ದಾರೆ ಎಂದು ಅವರು ಹೇಳಿದರು. ಶಾಲಾ ಮಕ್ಕಳು ಮೊಬೈಲ್ ಬಳಸುವುದರಿಂದ ಅನೇಕ ಸಾಧಕ-ಬಾಧಕಗಳಿದ್ದು, ಅದನ್ನೆಲ್ಲ ಪರಿಶೀಲಿಸಿ ನಂತರ ಮೊಬೈಲ್ ನಿಷೇಧದ ಬಗ್ಗೆ ತೀರ್ಮಾನ ತೆಗೆದುಕೊಳ್ಳಲಾಗುವುದು ಎಂದು ತಿಳಿಸಿದರು. ಕಟ್ಟೆಚ್ಚರ: ರಾಷ್ಟ್ರ ರಾಜಧಾನಿ ದೆಹಲಿಯಲ್ಲಿ ಉಗ್ರರು ಸ್ಫೋಟಕ್ಕೆ ಸಂಚು ನಡೆಸಿರುವುದು ಬೆಳಕಿಗೆ ಬಂದಿರುವುದರ ಹಿನ್ನೆಲೆಯಲ್ಲಿ ರಾಜ್ಯದಲ್ಲೂ ಎಲ್ಲೆಡೆ ಕಟ್ಟೆಚ್ಚರ ವಹಿಸುವಂತೆ ಪೊಲೀಸರಿಗೆ ಸೂಚನೆ ನೀಡಲಾಗಿದೆ ಎಂದರು. ದೆಹಲಿ ಪೊಲೀಸರು ವಿವಿಧ ರಾಜ್ಯಗಳಲ್ಲಿ 8 ಜನರನ್ನು ಬಂಧಿಸಿರುವುದರ ಬಾಂಗ್ಲಾ ದೇಶದವರು ಇದ್ದಾರೆ ಎಂದು ವರದಿಯಾಗಿದ್ದು, ನಾವು ಸಹ ಜಾಗೃತ ವಹಿಸಿದ್ದೇವೆ xyxy=(424,859,558,1129)
cyan-dot-icon xyxy=(40,1482,47,1489)
arrest-illustration xyxy=(424,489,750,675)
article3-column-2 xyxy=(424,858,558,1172)
article4-column-1 xyxy=(24,1262,202,1474)
sidebar-continued-paragraph: ಎಕ್ಸ್‌ಲೆನ್ಸ್ ಟೆಕ್ನಾಲಜೀಸ್‌ನ ಸಿಇಒ ಪವನ್ ಎಂ ರವರು ಮಾತನಾಡಿ, ಪ್ರಸ್ತುತ ಸೆಮಿ ಕಂಡಕ್ಟರ್ ಉದ್ಯಮದಲ್ಲಿ ಆಗುತ್ತಿರುವ ಬೆಳವಣಿಗೆಗಳ ಬಗ್ಗೆ ಮತ್ತು ಅದರ ಪ್ರಾಮುಖ್ಯತೆಯನ್ನು ವಿದ್ಯಾರ್ಥಿಗಳಿಗೆ ಮನವರಿಕೆ ಮಾಡಿದರು. ಕಾರ್ಯಕ್ರಮದಲ್ಲಿ ಇಲಾಖೆಯ ಮುಖ್ಯಸ್ಥ ಡಾ. ಜಿ.ಎನ್ ಸುಂದರನವರು ಮಾತನಾಡಿ, ವಿದ್ಯಾರ್ಥಿಗಳಲ್ಲಿ ಪ್ರಾಯೋಗಿಕ ಕೌಶಲ್ಯಗಳನ್ನು ವೃದ್ಧಿಸಿಕೊಳ್ಳಲು ಮತ್ತಷ್ಟು ಸಹಕಾರಿಯಾಗಲಿದೆ ಎಂದರು. ಈ ಕಾರ್ಯಕ್ರಮದಲ್ಲಿ ವಿಭಾಗದ ಬೋಧಕರು, ಬೋಧಕೇತರ ಸಿಬ್ಬಂದಿಗಳು ಮತ್ತು ವಿದ್ಯಾರ್ಥಿಗಳು ಉಪಸ್ಥಿತರಿದ್ದರು. ಕಾರ್ಯಕ್ರಮವನ್ನು ಡಾ. ಕೆ.ಜಿ ಅನಿಲ್ ನಿರೂಪಿಸಿ ವಂದಿಸಿದರು. xyxy=(26,456,238,576)
article1-column-3 xyxy=(373,308,531,424)
article3-col4-text: ಅವರು ಅದನ್ನೇ ಮಾಡುತ್ತಾ ಬಂದಿದ್ದಾರೆ ಎಂದು ಹೇಳುವ ಮೂಲಕ ಮುಖ್ಯಮಂತ್ರಿ ಸಿದ್ದರಾಮಯ್ಯನವರ ನಿಲುವನ್ನು ಸಮರ್ಥಿಸಿಕೊಂಡರು. ಮುಖ್ಯಮಂತ್ರಿ ಸಿದ್ದರಾಮಯ್ಯನವರು ತಮ್ಮ ಇಡೀ ರಾಜಕೀಯ ಜೀವನದುದ್ದಕ್ಕೂ ಸಾಮಾಜಿಕ ನ್ಯಾಯದ ಸಿದ್ಧಾಂತದ ಆಧಾರದ ಮೇಲೆಯೇ ರಾಜಕಾರಣ ಮಾಡಿಕೊಂಡು ಬಂದಿದ್ದಾರೆ. ಅದರಲ್ಲಿ ಎರಡನೇ ಮಾತಿಲ್ಲ. ಸ್ವಾತಂತ್ರ್ಯಾನಂತರ ಸಿದ್ದರಾಮಯ್ಯನವರು ಸಾಮಾಜಿಕ ನ್ಯಾಯದ ಬಗ್ಗೆ ಮಾಡಿರುವಷ್ಟು ಕೆಲಸ ಬೇರೆ ಯಾರೂ ಮಾಡಿಲ್ಲ ಎಂದರು. ಜೆಡಿಎಸ್‌ನಲ್ಲಿ ನಡೆದ ವಿದ್ಯಮಾನಗಳ ಬಗ್ಗೆ ನಡೆದಿದೆ ಎಂಬ ಬಗ್ಗೆ ನನಗೆ ಗೊತ್ತಿಲ್ಲ. ಸಿದ್ದರಾಮಯ್ಯನವರು ಜೆಡಿಎಸ್‌ನಲ್ಲಿ ಇದ್ದರು. ನಂತರ ಅವರನ್ನು ಪಕ್ಷದಿಂದ ಹೊರಗೆ ಹಾಕಲಾಯಿತು. ಜೆಡಿಎಸ್‌ನಲ್ಲಿ ಈ ಹಿಂದಿನ ಅಂತರಿಕ ವಿಚಾರಗಳ ಬಗ್ಗೆ ಕುಮಾರಸ್ವಾಮಿ ಹಾಗೂ ಮುಖ್ಯಮಂತ್ರಿಗಳ ನಡುವೆ ನಡೆದಿರುವ ವಾಕ್ಸಮರಕ್ಕೆ ನಾನು ಉತ್ತರ ಕೊಡಲು ಬಯಸುವುದಿಲ್ಲ ಎಂದು ಗೃಹ ಸಚಿವ ಡಾ. ಜಿ. ಪರಮೇಶ್ವರ್ ಹೇಳಿದರು. xyxy=(760,859,924,1102)
black-dot-icon xyxy=(911,1482,918,1489)
article3-column-4 xyxy=(760,858,924,1172)
article1-byline xyxy=(26,104,128,115)
